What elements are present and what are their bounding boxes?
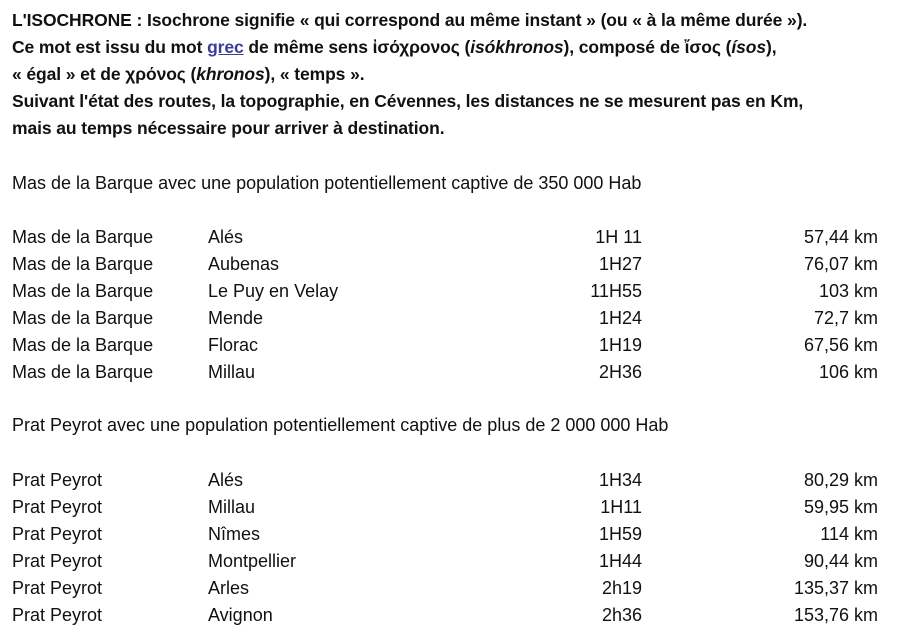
section-heading-mas-de-la-barque: Mas de la Barque avec une population potentiellement captive de 350 000 Hab — [12, 173, 642, 193]
table-row — [12, 575, 878, 602]
distance-cell: 72,7 km — [813, 308, 878, 328]
table-row — [12, 602, 878, 629]
destination-cell: Avignon — [208, 605, 273, 625]
table-row — [12, 467, 878, 494]
destination-cell: Arles — [208, 578, 250, 598]
intro-line-roads — [12, 88, 896, 115]
travel-time-cell: 1H34 — [598, 470, 642, 490]
distance-cell: 153,76 km — [793, 605, 878, 625]
intro-etymology-italic-2: ísos — [731, 37, 767, 57]
intro-etymology-text-b: de même sens ἰσόχρονος ( — [243, 37, 471, 57]
destination-cell: Le Puy en Velay — [208, 281, 339, 301]
travel-time-cell: 1H 11 — [595, 227, 642, 247]
distance-cell: 80,29 km — [803, 470, 878, 490]
origin-cell: Prat Peyrot — [12, 551, 103, 571]
intro-roads-text: Suivant l'état des routes, la topographie, en Cévennes, les distances ne se mesurent pas en Km, — [12, 91, 804, 111]
table-row — [12, 224, 878, 251]
travel-time-cell: 11H55 — [590, 281, 642, 301]
travel-time-cell: 1H44 — [598, 551, 642, 571]
intro-line-definition — [12, 7, 896, 34]
origin-cell: Prat Peyrot — [12, 524, 103, 544]
distance-cell: 103 km — [818, 281, 878, 301]
destination-cell: Aubenas — [208, 254, 280, 274]
origin-cell: Prat Peyrot — [12, 497, 103, 517]
table-row — [12, 359, 878, 386]
distance-cell: 135,37 km — [793, 578, 878, 598]
intro-definition-text: L'ISOCHRONE : Isochrone signifie « qui correspond au même instant » (ou « à la même durée »). — [12, 10, 808, 30]
origin-cell: Mas de la Barque — [12, 335, 154, 355]
table-row — [12, 332, 878, 359]
origin-cell: Prat Peyrot — [12, 578, 103, 598]
origin-cell: Prat Peyrot — [12, 605, 103, 625]
intro-etymology-text-d: ), — [766, 37, 777, 57]
table-row — [12, 278, 878, 305]
travel-time-cell: 1H19 — [598, 335, 642, 355]
grec-link[interactable]: grec — [207, 37, 244, 57]
travel-time-cell: 2H36 — [598, 362, 642, 382]
travel-time-cell: 1H24 — [598, 308, 642, 328]
destination-cell: Florac — [208, 335, 259, 355]
travel-time-cell: 1H11 — [600, 497, 642, 517]
table-row — [12, 251, 878, 278]
table-row — [12, 305, 878, 332]
origin-cell: Prat Peyrot — [12, 470, 103, 490]
distance-cell: 59,95 km — [803, 497, 878, 517]
table-row — [12, 548, 878, 575]
intro-etymology-italic-1: isókhronos — [470, 37, 564, 57]
travel-time-cell: 2h19 — [601, 578, 642, 598]
intro-etymology-text-a: Ce mot est issu du mot — [12, 37, 208, 57]
travel-time-cell: 1H59 — [598, 524, 642, 544]
destination-cell: Mende — [208, 308, 264, 328]
intro-time-text: mais au temps nécessaire pour arriver à destination. — [12, 118, 445, 138]
distance-cell: 106 km — [818, 362, 878, 382]
origin-cell: Mas de la Barque — [12, 281, 154, 301]
origin-cell: Mas de la Barque — [12, 254, 154, 274]
table-row — [12, 521, 878, 548]
destination-cell: Millau — [208, 497, 256, 517]
destination-cell: Montpellier — [208, 551, 297, 571]
travel-table-mas-de-la-barque — [12, 224, 878, 386]
distance-cell: 114 km — [820, 524, 878, 544]
destination-cell: Alés — [208, 470, 244, 490]
destination-cell: Millau — [208, 362, 256, 382]
travel-table-prat-peyrot — [12, 467, 878, 629]
distance-cell: 76,07 km — [803, 254, 878, 274]
destination-cell: Nîmes — [208, 524, 261, 544]
travel-time-cell: 2h36 — [601, 605, 642, 625]
distance-cell: 57,44 km — [803, 227, 878, 247]
intro-line-etymology — [12, 34, 896, 61]
table-row — [12, 494, 878, 521]
intro-line-meaning — [12, 61, 896, 88]
origin-cell: Mas de la Barque — [12, 362, 154, 382]
distance-cell: 67,56 km — [803, 335, 878, 355]
distance-cell: 90,44 km — [803, 551, 878, 571]
section-heading-prat-peyrot: Prat Peyrot avec une population potentiellement captive de plus de 2 000 000 Hab — [12, 415, 669, 435]
intro-meaning-italic: khronos — [196, 64, 265, 84]
intro-meaning-text-b: ), « temps ». — [264, 64, 365, 84]
intro-meaning-text-a: « égal » et de χρόνος ( — [12, 64, 197, 84]
origin-cell: Mas de la Barque — [12, 227, 154, 247]
travel-time-cell: 1H27 — [598, 254, 642, 274]
intro-line-time — [12, 115, 896, 142]
intro-etymology-text-c: ), composé de ἴσος ( — [563, 37, 732, 57]
intro-paragraph — [12, 7, 896, 142]
origin-cell: Mas de la Barque — [12, 308, 154, 328]
destination-cell: Alés — [208, 227, 244, 247]
